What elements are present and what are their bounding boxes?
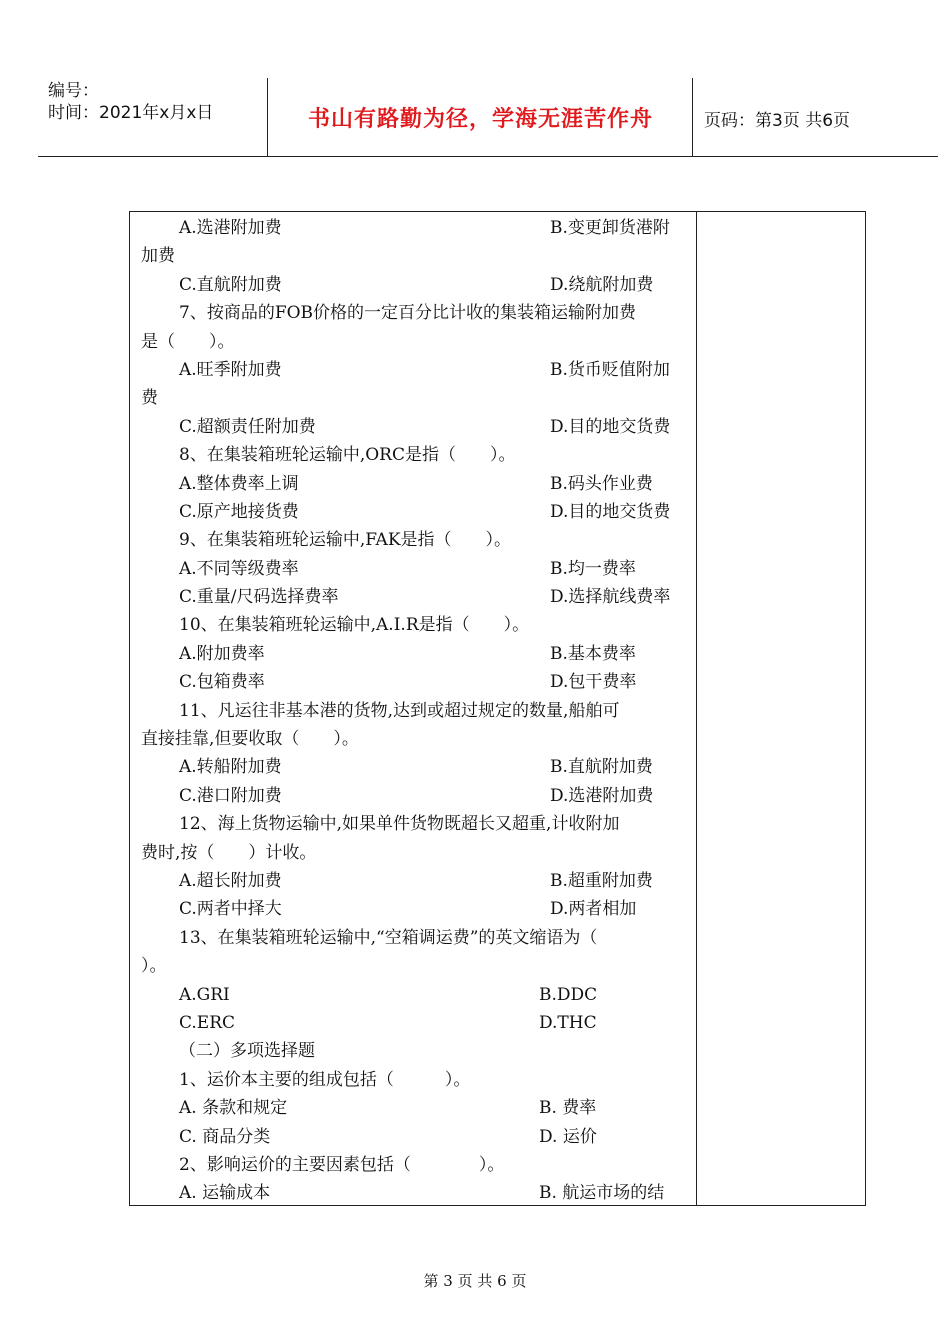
question-text: 11、凡运往非基本港的货物,达到或超过规定的数量,船舶可 [179,700,620,721]
option-left: A.选港附加费 [179,218,282,238]
question-line [141,924,689,952]
header-motto: 书山有路勤为径，学海无涯苦作舟 [307,107,653,132]
option-row [141,271,689,299]
option-row [141,1123,689,1151]
continuation-line [141,384,689,412]
option-right: B. 费率 [539,1098,597,1119]
option-left: A.GRI [179,984,230,1005]
option-row [141,895,689,923]
option-right: D.两者相加 [550,899,637,920]
option-right: B. 航运市场的结 [539,1183,665,1204]
question-text: （二）多项选择题 [179,1041,315,1062]
question-line [141,611,689,639]
continuation-line [141,242,689,270]
page-footer: 第 3 页 共 6 页 [423,1272,527,1290]
option-right: B.货币贬值附加 [550,359,670,380]
question-text: 1、运价本主要的组成包括（ ）。 [179,1069,471,1090]
option-right: B.超重附加费 [550,870,653,891]
option-row [141,413,689,441]
header-meta [48,80,213,124]
option-left: C.原产地接货费 [179,501,299,522]
continuation-line [141,839,689,867]
option-right: D.THC [539,1012,597,1033]
question-line [141,810,689,838]
question-text: 10、在集装箱班轮运输中,A.I.R是指（ ）。 [179,615,530,636]
question-text: 12、海上货物运输中,如果单件货物既超长又超重,计收附加 [179,814,620,835]
question-text: 9、在集装箱班轮运输中,FAK是指（ ）。 [179,530,512,551]
continuation-line [141,952,689,980]
question-text: 2、影响运价的主要因素包括（ ）。 [179,1154,505,1175]
continuation-text: ）。 [141,956,167,977]
question-line [141,1066,689,1094]
question-line [141,299,689,327]
continuation-text: 费 [141,388,158,409]
option-row [141,1009,689,1037]
option-left: C.直航附加费 [179,274,282,295]
header-divider-right [692,78,693,156]
option-left: A.不同等级费率 [179,558,299,579]
code-label: 编号： [48,81,99,101]
option-left: C.超额责任附加费 [179,416,316,437]
question-line [141,1151,689,1179]
option-right: D.包干费率 [550,672,637,693]
option-left: A. 条款和规定 [179,1098,288,1119]
option-right: B.基本费率 [550,643,636,664]
question-lines [141,214,689,1208]
option-left: C. 商品分类 [179,1126,271,1147]
option-left: C.两者中择大 [179,899,282,920]
option-left: A.整体费率上调 [179,473,299,494]
question-line [141,441,689,469]
option-right: B.均一费率 [550,558,636,579]
option-row [141,668,689,696]
table-column-divider [696,212,697,1205]
option-row [141,498,689,526]
content-table [129,211,866,1206]
option-right: D.目的地交货费 [550,416,671,437]
question-text: 7、按商品的FOB价格的一定百分比计收的集装箱运输附加费 [179,303,637,324]
option-row [141,1179,689,1207]
continuation-text: 直接挂靠,但要收取（ ）。 [141,729,359,750]
option-right: D.选择航线费率 [550,587,671,608]
option-row [141,583,689,611]
option-right: D.绕航附加费 [550,274,654,295]
option-left: A.旺季附加费 [179,359,282,380]
option-right: B.变更卸货港附 [550,218,670,238]
option-left: C.港口附加费 [179,785,282,806]
option-row [141,555,689,583]
option-row [141,640,689,668]
time-label: 时间：2021年x月x日 [48,103,214,123]
option-right: D. 运价 [539,1126,597,1147]
question-text: 8、在集装箱班轮运输中,ORC是指（ ）。 [179,445,516,466]
option-row [141,470,689,498]
option-left: A. 运输成本 [179,1183,271,1204]
continuation-text: 是（ ）。 [141,331,235,352]
continuation-line [141,725,689,753]
option-left: C.包箱费率 [179,672,265,693]
option-row [141,981,689,1009]
option-row [141,1094,689,1122]
question-line [141,526,689,554]
question-line [141,697,689,725]
question-line [141,1037,689,1065]
option-left: C.重量/尺码选择费率 [179,587,339,608]
option-right: B.DDC [539,984,598,1005]
header-page-info: 页码：第3页 共6页 [704,111,851,131]
option-right: B.码头作业费 [550,473,653,494]
option-row [141,782,689,810]
option-row [141,214,689,242]
option-left: C.ERC [179,1012,236,1033]
option-right: D.选港附加费 [550,785,654,806]
option-right: B.直航附加费 [550,757,653,778]
continuation-text: 费时,按（ ）计收。 [141,842,317,863]
option-left: A.超长附加费 [179,870,282,891]
question-text: 13、在集装箱班轮运输中,“空箱调运费”的英文缩语为（ [179,927,598,948]
option-row [141,356,689,384]
option-row [141,753,689,781]
option-right: D.目的地交货费 [550,501,671,522]
option-row [141,867,689,895]
option-left: A.附加费率 [179,643,265,664]
page-header [38,78,938,157]
option-left: A.转船附加费 [179,757,282,778]
continuation-text: 加费 [141,246,175,267]
continuation-line [141,328,689,356]
